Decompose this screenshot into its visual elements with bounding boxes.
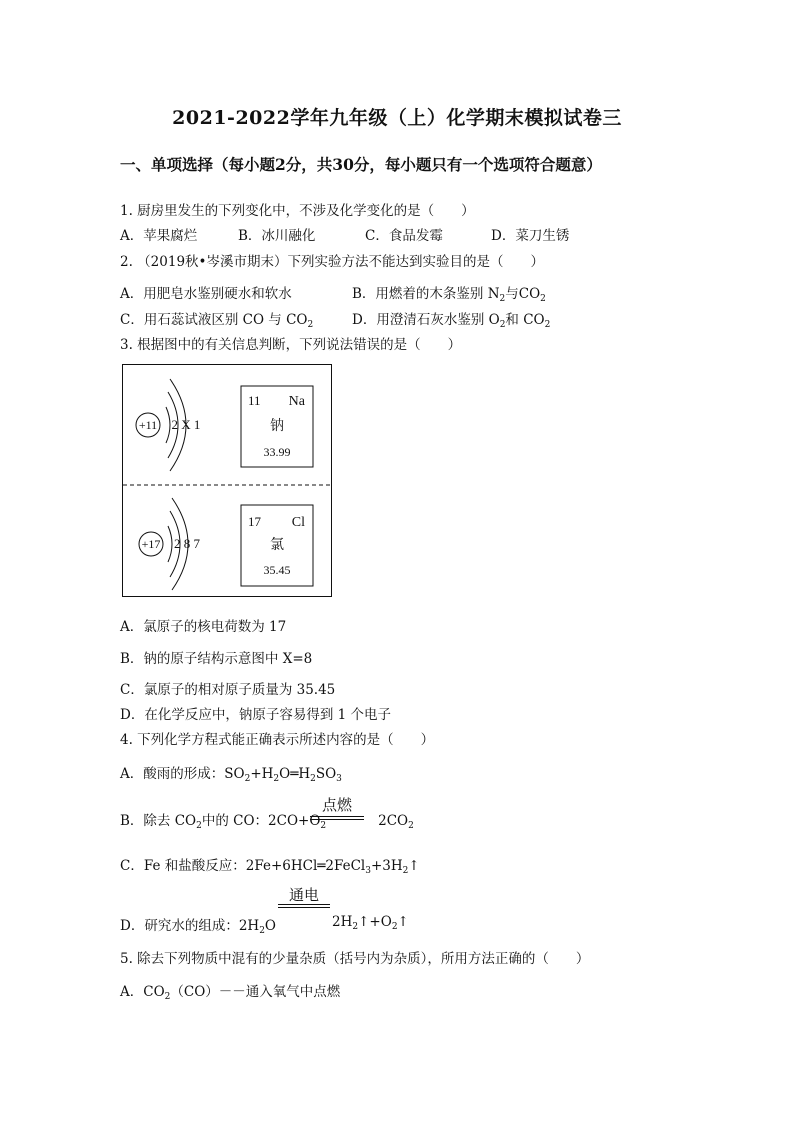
section-heading: 一、单项选择（每小题2分，共30分，每小题只有一个选项符合题意） xyxy=(120,155,602,174)
q4-option-a: A．酸雨的形成：$SO_2+H_2O═H_2SO_3$ xyxy=(120,766,342,784)
q2-stem: 2. （2019秋•岑溪市期末）下列实验方法不能达到实验目的是（ ） xyxy=(120,254,544,270)
sodium-electron-config: 2 X 1 xyxy=(171,417,201,432)
q3-option-c: C．氯原子的相对原子质量为 35.45 xyxy=(120,682,336,698)
q4-option-b: B．除去 $CO_2$中的 CO：$2CO+O_2$ $2CO_2$ xyxy=(120,813,414,831)
q3-option-d: D．在化学反应中，钠原子容易得到 1 个电子 xyxy=(120,707,391,723)
q3-stem: 3. 根据图中的有关信息判断，下列说法错误的是（ ） xyxy=(120,337,462,353)
page-title: 2021-2022学年九年级（上）化学期末模拟试卷三 xyxy=(172,107,622,129)
sodium-name: 钠 xyxy=(270,419,284,434)
q1-option-d: D．菜刀生锈 xyxy=(491,228,570,244)
q4-b-equals-bar xyxy=(310,816,364,820)
chlorine-shell-1 xyxy=(168,526,172,562)
q3-option-b: B．钠的原子结构示意图中 X=8 xyxy=(120,651,313,667)
sodium-symbol: Na xyxy=(288,394,305,409)
sodium-element-card xyxy=(241,386,313,467)
sodium-shell-1 xyxy=(166,407,170,443)
q1-option-b: B．冰川融化 xyxy=(238,228,316,244)
q4-option-d-products: $2H_2↑+O_2↑$ xyxy=(332,914,409,932)
q4-d-condition: 通电 xyxy=(288,886,319,904)
q4-b-condition: 点燃 xyxy=(321,796,352,814)
q3-option-a: A．氯原子的核电荷数为 17 xyxy=(120,619,287,635)
q4-option-d: D．研究水的组成：$2H_2O$ xyxy=(120,918,276,936)
q5-stem: 5. 除去下列物质中混有的少量杂质（括号内为杂质），所用方法正确的（ ） xyxy=(120,951,590,967)
q4-d-equals-bar xyxy=(278,904,330,908)
q2-option-c: C．用石蕊试液区别 CO 与 $CO_2$ xyxy=(120,312,314,330)
q5-option-a: A．$CO_2(CO)--$通入氧气中点燃 xyxy=(120,984,341,1002)
q1-option-a: A．苹果腐烂 xyxy=(120,228,198,244)
q1-stem: 1. 厨房里发生的下列变化中，不涉及化学变化的是（ ） xyxy=(120,203,475,219)
chlorine-element-card xyxy=(241,505,313,586)
chlorine-atom-diagram xyxy=(139,498,201,590)
chlorine-nucleus-label: +17 xyxy=(141,537,161,551)
q4-option-c: C．Fe 和盐酸反应：$2Fe+6HCl═2FeCl_3+3H_2↑$ xyxy=(120,858,420,876)
chlorine-symbol: Cl xyxy=(291,515,305,530)
sodium-atom-diagram xyxy=(136,379,200,471)
q2-option-b: B．用燃着的木条鉴别 $N_2$与$CO_2$ xyxy=(352,286,546,304)
sodium-atomic-number: 11 xyxy=(248,393,261,408)
chlorine-atomic-mass: 35.45 xyxy=(263,563,291,577)
q4-stem: 4. 下列化学方程式能正确表示所述内容的是（ ） xyxy=(120,732,435,748)
sodium-atomic-mass: 33.99 xyxy=(263,445,291,459)
q2-option-d: D．用澄清石灰水鉴别 $O_2$和 $CO_2$ xyxy=(352,312,551,330)
q1-option-c: C．食品发霉 xyxy=(365,228,443,244)
chlorine-name: 氯 xyxy=(270,538,284,553)
chlorine-atomic-number: 17 xyxy=(248,514,261,529)
sodium-nucleus-label: +11 xyxy=(138,418,158,432)
chlorine-electron-config: 2 8 7 xyxy=(174,536,200,551)
q2-option-a: A．用肥皂水鉴别硬水和软水 xyxy=(120,286,292,302)
atom-figure xyxy=(122,364,332,597)
